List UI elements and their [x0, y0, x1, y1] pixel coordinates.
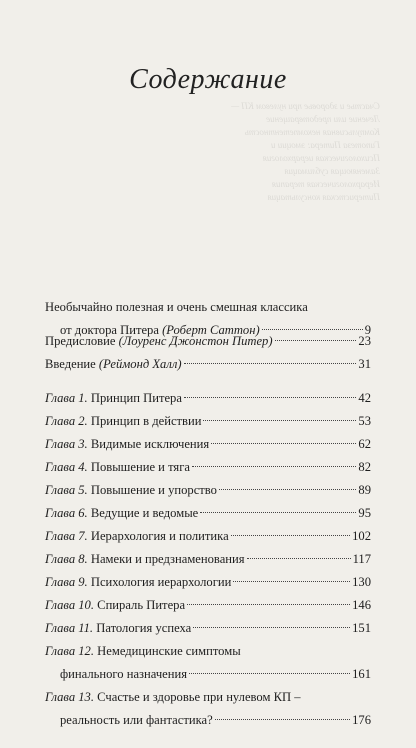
- toc-page-number: 89: [358, 483, 371, 497]
- toc-line: [45, 594, 371, 617]
- toc-page-number: 146: [352, 598, 371, 612]
- toc-line: [45, 456, 371, 479]
- chapter-title: Принцип в действии: [90, 414, 202, 428]
- chapter-label: Глава 2.: [45, 414, 88, 428]
- toc-entry-chapter-8[interactable]: [45, 548, 371, 571]
- toc-entry-chapter-10[interactable]: [45, 594, 371, 617]
- dot-leader: [275, 340, 357, 341]
- toc-entry-chapter-13[interactable]: [45, 686, 371, 732]
- bleed-line: Гипотеза Питера: эмоции и: [271, 140, 380, 150]
- toc-line: [45, 640, 371, 663]
- toc-line: [45, 387, 371, 410]
- chapter-title: Повышение и тяга: [90, 460, 190, 474]
- toc-entry-chapter-11[interactable]: [45, 617, 371, 640]
- toc-line: [45, 433, 371, 456]
- chapter-title: Иерархология и политика: [90, 529, 229, 543]
- page-title: Содержание: [129, 64, 287, 95]
- toc-entry-chapter-9[interactable]: [45, 571, 371, 594]
- toc-entry-title: Введение: [45, 357, 96, 371]
- toc-page-number: 161: [352, 667, 371, 681]
- dot-leader: [193, 627, 350, 628]
- dot-leader: [192, 466, 356, 467]
- chapter-title: Спираль Питера: [97, 598, 186, 612]
- toc-entry-preface[interactable]: [45, 330, 371, 353]
- chapter-label: Глава 6.: [45, 506, 88, 520]
- chapter-title: Видимые исключения: [90, 437, 210, 451]
- toc-page-number: 102: [352, 529, 371, 543]
- dot-leader: [211, 443, 356, 444]
- chapter-title: Принцип Питера: [90, 391, 182, 405]
- chapter-label: Глава 1.: [45, 391, 88, 405]
- toc-line: [45, 663, 371, 686]
- toc-page-number: 82: [358, 460, 371, 474]
- dot-leader: [233, 581, 350, 582]
- chapter-title: Немедицинские симптомы: [97, 644, 241, 658]
- toc-entry-title: Предисловие: [45, 334, 116, 348]
- toc-line: [45, 525, 371, 548]
- toc-page-number: 95: [358, 506, 371, 520]
- dot-leader: [187, 604, 350, 605]
- toc-page-number: 42: [358, 391, 371, 405]
- toc-entry-author: (Реймонд Халл): [98, 357, 182, 371]
- chapter-label: Глава 5.: [45, 483, 88, 497]
- toc-entry-chapter-6[interactable]: [45, 502, 371, 525]
- toc-line: [45, 479, 371, 502]
- dot-leader: [200, 512, 356, 513]
- chapter-title: Намеки и предзнаменования: [90, 552, 245, 566]
- toc-line: [45, 617, 371, 640]
- toc-line: [45, 296, 371, 319]
- dot-leader: [184, 363, 357, 364]
- chapter-label: Глава 9.: [45, 575, 88, 589]
- chapter-label: Глава 3.: [45, 437, 88, 451]
- bleed-line: Счастье и здоровье при нулевом КП —: [231, 101, 380, 111]
- toc-entry-title: Необычайно полезная и очень смешная классика: [45, 300, 308, 314]
- toc-entry-author: (Роберт Саттон): [162, 323, 260, 337]
- toc-entry-title: от доктора Питера: [60, 323, 159, 337]
- chapter-title-continued: реальность или фантастика?: [60, 713, 213, 727]
- toc-line: [45, 571, 371, 594]
- toc-entry-chapter-5[interactable]: [45, 479, 371, 502]
- toc-entry-author: (Лоуренс Джонстон Питер): [118, 334, 273, 348]
- chapter-title: Счастье и здоровье при нулевом КП –: [97, 690, 301, 704]
- toc-line: [45, 330, 371, 353]
- toc-page-number: 176: [352, 713, 371, 727]
- toc-entry-chapter-1[interactable]: [45, 387, 371, 410]
- toc-line: [45, 410, 371, 433]
- toc-line: [45, 709, 371, 732]
- toc-page-number: 117: [352, 552, 371, 566]
- chapter-label: Глава 11.: [45, 621, 94, 635]
- toc-entry-chapter-4[interactable]: [45, 456, 371, 479]
- bleed-line: Заменяющая сублимация: [284, 166, 380, 176]
- dot-leader: [247, 558, 351, 559]
- chapter-title-continued: финального назначения: [60, 667, 188, 681]
- dot-leader: [203, 420, 356, 421]
- dot-leader: [219, 489, 356, 490]
- toc-entry-chapter-3[interactable]: [45, 433, 371, 456]
- toc-page-number: 130: [352, 575, 371, 589]
- bleed-line: Лечение или предотвращение: [266, 114, 380, 124]
- dot-leader: [189, 673, 350, 674]
- chapter-title: Повышение и упорство: [90, 483, 217, 497]
- bleed-line: Компульсивная некомпетентность: [244, 127, 380, 137]
- toc-entry-chapter-2[interactable]: [45, 410, 371, 433]
- chapter-label: Глава 8.: [45, 552, 88, 566]
- toc-page-number: 23: [358, 334, 371, 348]
- dot-leader: [231, 535, 350, 536]
- chapter-label: Глава 12.: [45, 644, 95, 658]
- toc-page-number: 151: [352, 621, 371, 635]
- chapter-label: Глава 10.: [45, 598, 95, 612]
- toc-line: [45, 353, 371, 376]
- bleed-line: Психологическая иерархология: [262, 153, 380, 163]
- toc-line: [45, 548, 371, 571]
- toc-entry-introduction[interactable]: [45, 353, 371, 376]
- dot-leader: [215, 719, 350, 720]
- chapter-title: Психология иерархологии: [90, 575, 232, 589]
- toc-page-number: 62: [358, 437, 371, 451]
- toc-line: [45, 686, 371, 709]
- dot-leader: [184, 397, 356, 398]
- chapter-label: Глава 4.: [45, 460, 88, 474]
- toc-entry-chapter-7[interactable]: [45, 525, 371, 548]
- toc-line: [45, 502, 371, 525]
- chapter-title: Патология успеха: [96, 621, 192, 635]
- toc-page-number: 31: [358, 357, 371, 371]
- bleed-line: Питеристская консультация: [267, 192, 380, 202]
- chapter-label: Глава 13.: [45, 690, 95, 704]
- bleed-line: Иерархологическая терапия: [271, 179, 380, 189]
- toc-entry-chapter-12[interactable]: [45, 640, 371, 686]
- chapter-label: Глава 7.: [45, 529, 88, 543]
- chapter-title: Ведущие и ведомые: [90, 506, 199, 520]
- toc-page-number: 53: [358, 414, 371, 428]
- toc-page-number: 9: [364, 323, 371, 337]
- show-through-text: [150, 100, 380, 270]
